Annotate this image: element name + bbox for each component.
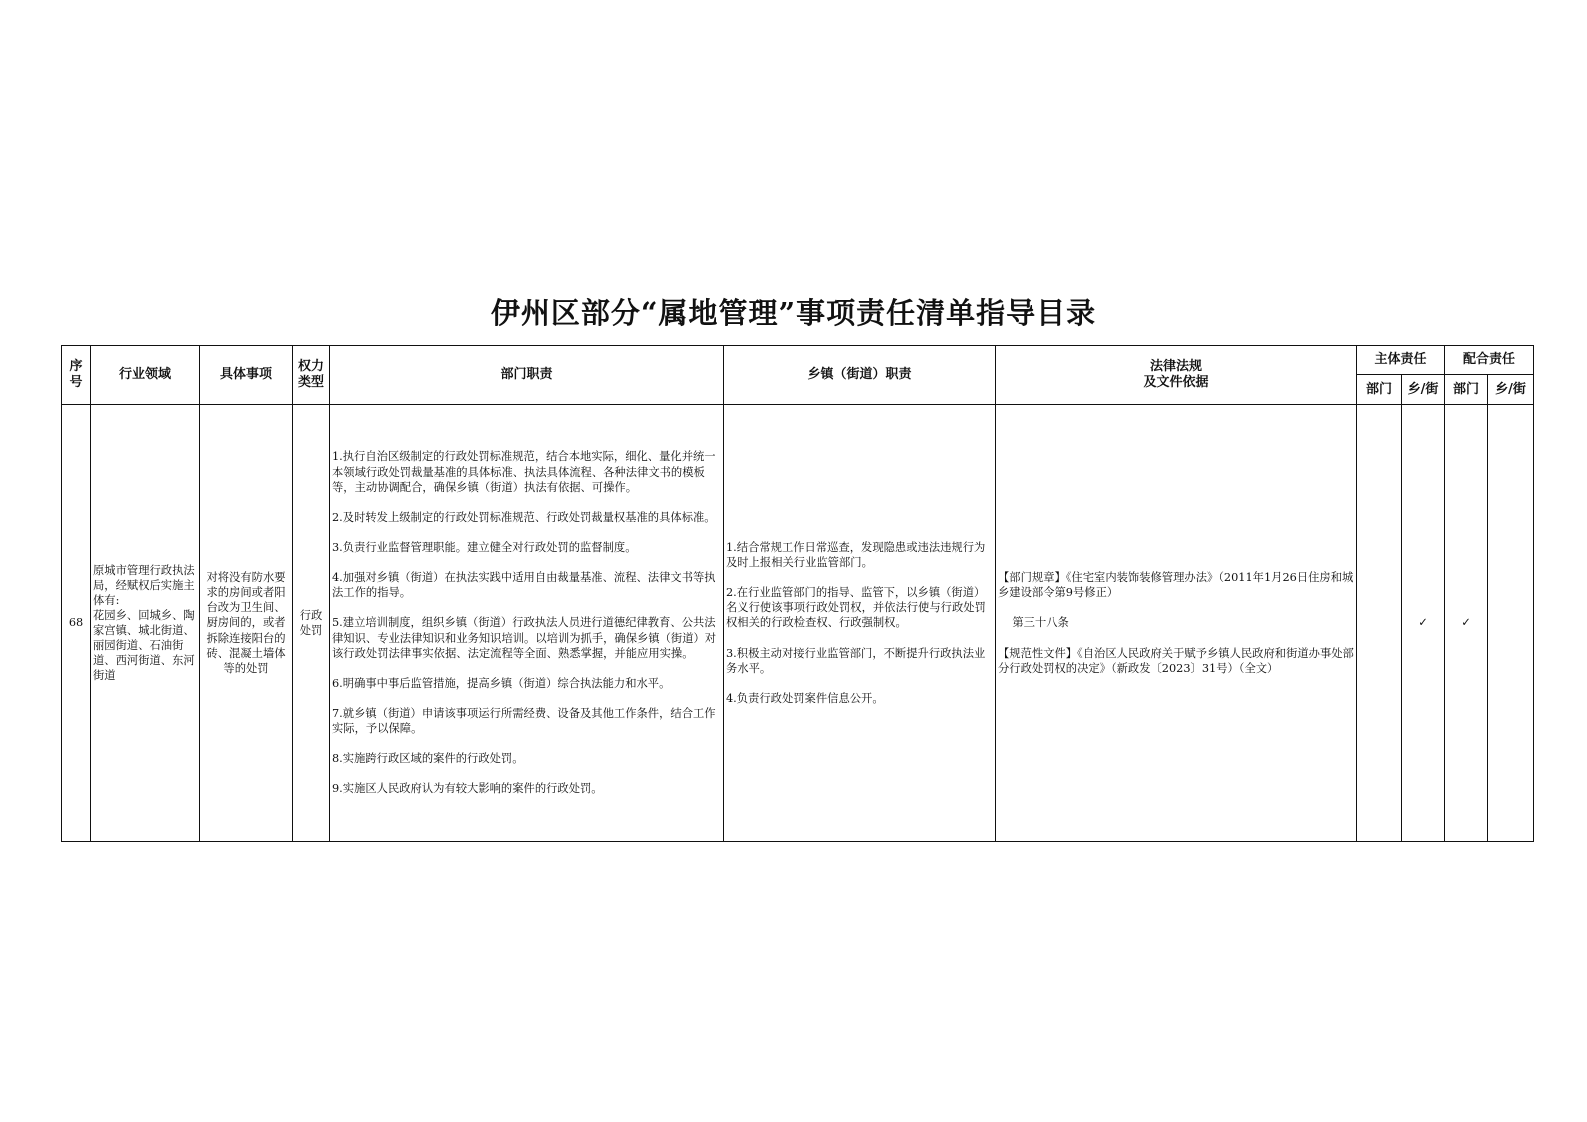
header-power-type: 权力 类型: [293, 346, 330, 405]
header-coop-resp: 配合责任: [1445, 346, 1534, 375]
header-main-town: 乡/街: [1402, 375, 1445, 405]
header-main-dept: 部门: [1357, 375, 1402, 405]
dept-duty-item: 5.建立培训制度，组织乡镇（街道）行政执法人员进行道德纪律教育、公共法律知识、专业法律知识和业务知识培训。以培训为抓手，确保乡镇（街道）对该行政处罚法律事实依据、法定流程等全面、熟悉掌握，并能应用实操。: [332, 616, 717, 660]
header-industry: 行业领域: [91, 346, 200, 405]
page-title: 伊州区部分“属地管理”事项责任清单指导目录: [490, 296, 1097, 330]
header-item: 具体事项: [200, 346, 293, 405]
cell-seq: 68: [62, 405, 91, 842]
dept-duty-item: 3.负责行业监督管理职能。建立健全对行政处罚的监督制度。: [332, 540, 637, 554]
cell-main-dept: [1357, 405, 1402, 842]
town-duty-item: 4.负责行政处罚案件信息公开。: [726, 691, 884, 705]
header-coop-dept: 部门: [1445, 375, 1488, 405]
cell-coop-dept-check: ✓: [1445, 405, 1488, 842]
dept-duty-item: 9.实施区人民政府认为有较大影响的案件的行政处罚。: [332, 782, 603, 796]
dept-duty-item: 6.明确事中事后监管措施，提高乡镇（街道）综合执法能力和水平。: [332, 676, 671, 690]
table-row: [62, 405, 1534, 842]
header-row: [62, 346, 1534, 375]
cell-dept-duty: [330, 405, 724, 842]
cell-legal-basis: [996, 405, 1357, 842]
town-duty-item: 1.结合常规工作日常巡查，发现隐患或违法违规行为及时上报相关行业监管部门。: [726, 540, 986, 570]
cell-item: 对将没有防水要求的房间或者阳台改为卫生间、厨房间的，或者拆除连接阳台的砖、混凝土墙体等的处罚: [200, 405, 293, 842]
responsibility-table: [61, 345, 1534, 842]
legal-basis-item: 【部门规章】《住宅室内装饰装修管理办法》（2011年1月26日住房和城乡建设部令第9号修正）: [998, 571, 1354, 600]
cell-power-type: 行政 处罚: [293, 405, 330, 842]
header-main-resp: 主体责任: [1357, 346, 1445, 375]
legal-basis-item: 【规范性文件】《自治区人民政府关于赋予乡镇人民政府和街道办事处部分行政处罚权的决定》（新政发〔2023〕31号）（全文）: [998, 646, 1354, 675]
dept-duty-item: 7.就乡镇（街道）申请该事项运行所需经费、设备及其他工作条件，结合工作实际，予以保障。: [332, 707, 716, 736]
cell-coop-town: [1488, 405, 1534, 842]
dept-duty-item: 2.及时转发上级制定的行政处罚标准规范、行政处罚裁量权基准的具体标准。: [332, 510, 716, 524]
dept-duty-item: 4.加强对乡镇（街道）在执法实践中适用自由裁量基准、流程、法律文书等执法工作的指导。: [332, 571, 716, 600]
header-legal-basis: 法律法规 及文件依据: [996, 346, 1357, 405]
town-duty-item: 2.在行业监管部门的指导、监管下，以乡镇（街道）名义行使该事项行政处罚权，并依法行使与行政处罚权相关的行政检查权、行政强制权。: [726, 586, 986, 630]
dept-duty-item: 1.执行自治区级制定的行政处罚标准规范，结合本地实际，细化、量化并统一本领域行政处罚裁量基准的具体标准、执法具体流程、各种法律文书的模板等，主动协调配合，确保乡镇（街道）执法有依据、可操作。: [332, 450, 716, 494]
cell-town-duty: [724, 405, 996, 842]
cell-main-town-check: ✓: [1402, 405, 1445, 842]
dept-duty-item: 8.实施跨行政区域的案件的行政处罚。: [332, 752, 524, 766]
header-dept-duty: 部门职责: [330, 346, 724, 405]
cell-industry: 原城市管理行政执法局，经赋权后实施主体有: 花园乡、回城乡、陶家宫镇、城北街道、丽园街道、石油街道、西河街道、东河街道: [91, 405, 200, 842]
legal-basis-item: 第三十八条: [998, 616, 1069, 630]
header-coop-town: 乡/街: [1488, 375, 1534, 405]
town-duty-item: 3.积极主动对接行业监管部门，不断提升行政执法业务水平。: [726, 646, 986, 675]
header-town-duty: 乡镇（街道）职责: [724, 346, 996, 405]
header-seq: 序 号: [62, 346, 91, 405]
